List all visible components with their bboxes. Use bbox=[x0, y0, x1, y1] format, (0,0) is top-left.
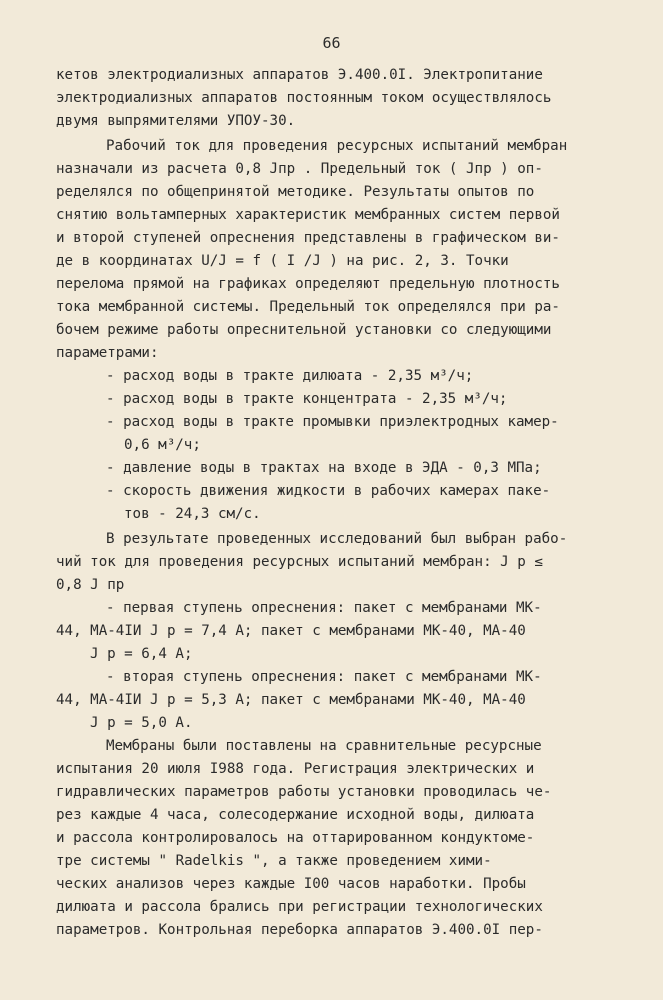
text-line: Рабочий ток для проведения ресурсных испытаний мембран bbox=[106, 138, 568, 154]
list-item: - первая ступень опреснения: пакет с мембранами МК- bbox=[106, 600, 542, 616]
list-item: - расход воды в тракте концентрата - 2,35 м³/ч; bbox=[106, 391, 508, 407]
text-line: ческих анализов через каждые I00 часов наработки. Пробы bbox=[56, 876, 526, 892]
list-item: - вторая ступень опреснения: пакет с мембранами МК- bbox=[106, 669, 542, 685]
text-line: Мембраны были поставлены на сравнительные ресурсные bbox=[106, 738, 542, 754]
text-line: чий ток для проведения ресурсных испытаний мембран: J р ≤ bbox=[56, 554, 543, 570]
list-item: - расход воды в тракте дилюата - 2,35 м³/ч; bbox=[106, 368, 474, 384]
list-item: 0,6 м³/ч; bbox=[124, 437, 201, 453]
text-line: испытания 20 июля I988 года. Регистрация электрических и bbox=[56, 761, 535, 777]
text-line: де в координатах U/J = f ( I /J ) на рис. 2, 3. Точки bbox=[56, 253, 509, 269]
text-line: В результате проведенных исследований был выбран рабо- bbox=[106, 531, 568, 547]
text-line: бочем режиме работы опреснительной установки со следующими bbox=[56, 322, 552, 338]
text-line: кетов электродиализных аппаратов Э.400.0I. Электропитание bbox=[56, 67, 543, 83]
text-line: гидравлических параметров работы установки проводилась че- bbox=[56, 784, 552, 800]
list-item: - давление воды в трактах на входе в ЭДА - 0,3 МПа; bbox=[106, 460, 542, 476]
text-line: J р = 5,0 А. bbox=[90, 715, 193, 731]
text-line: снятию вольтамперных характеристик мембранных систем первой bbox=[56, 207, 560, 223]
text-line: назначали из расчета 0,8 Jпр . Предельный ток ( Jпр ) оп- bbox=[56, 161, 543, 177]
text-line: 44, МА-4IИ J р = 5,3 А; пакет с мембранами МК-40, МА-40 bbox=[56, 692, 526, 708]
text-line: тре системы " Radelkis ", а также проведением хими- bbox=[56, 853, 492, 869]
text-line: дилюата и рассола брались при регистрации технологических bbox=[56, 899, 543, 915]
text-line: перелома прямой на графиках определяют предельную плотность bbox=[56, 276, 560, 292]
text-line: J р = 6,4 А; bbox=[90, 646, 193, 662]
list-item: - расход воды в тракте промывки приэлектродных камер- bbox=[106, 414, 559, 430]
list-item: тов - 24,3 см/с. bbox=[124, 506, 261, 522]
text-line: параметрами: bbox=[56, 345, 159, 361]
text-line: ределялся по общепринятой методике. Результаты опытов по bbox=[56, 184, 535, 200]
text-line: 0,8 J пр bbox=[56, 577, 125, 593]
text-line: 44, МА-4IИ J р = 7,4 А; пакет с мембранами МК-40, МА-40 bbox=[56, 623, 526, 639]
list-item: - скорость движения жидкости в рабочих камерах паке- bbox=[106, 483, 551, 499]
text-line: и рассола контролировалось на оттарированном кондуктоме- bbox=[56, 830, 535, 846]
text-line: рез каждые 4 часа, солесодержание исходной воды, дилюата bbox=[56, 807, 535, 823]
text-line: электродиализных аппаратов постоянным током осуществлялось bbox=[56, 90, 552, 106]
text-line: тока мембранной системы. Предельный ток определялся при ра- bbox=[56, 299, 560, 315]
page-number: 66 bbox=[322, 34, 341, 52]
text-line: параметров. Контрольная переборка аппаратов Э.400.0I пер- bbox=[56, 922, 543, 938]
text-line: двумя выпрямителями УПОУ-30. bbox=[56, 113, 296, 129]
text-line: и второй ступеней опреснения представлены в графическом ви- bbox=[56, 230, 560, 246]
